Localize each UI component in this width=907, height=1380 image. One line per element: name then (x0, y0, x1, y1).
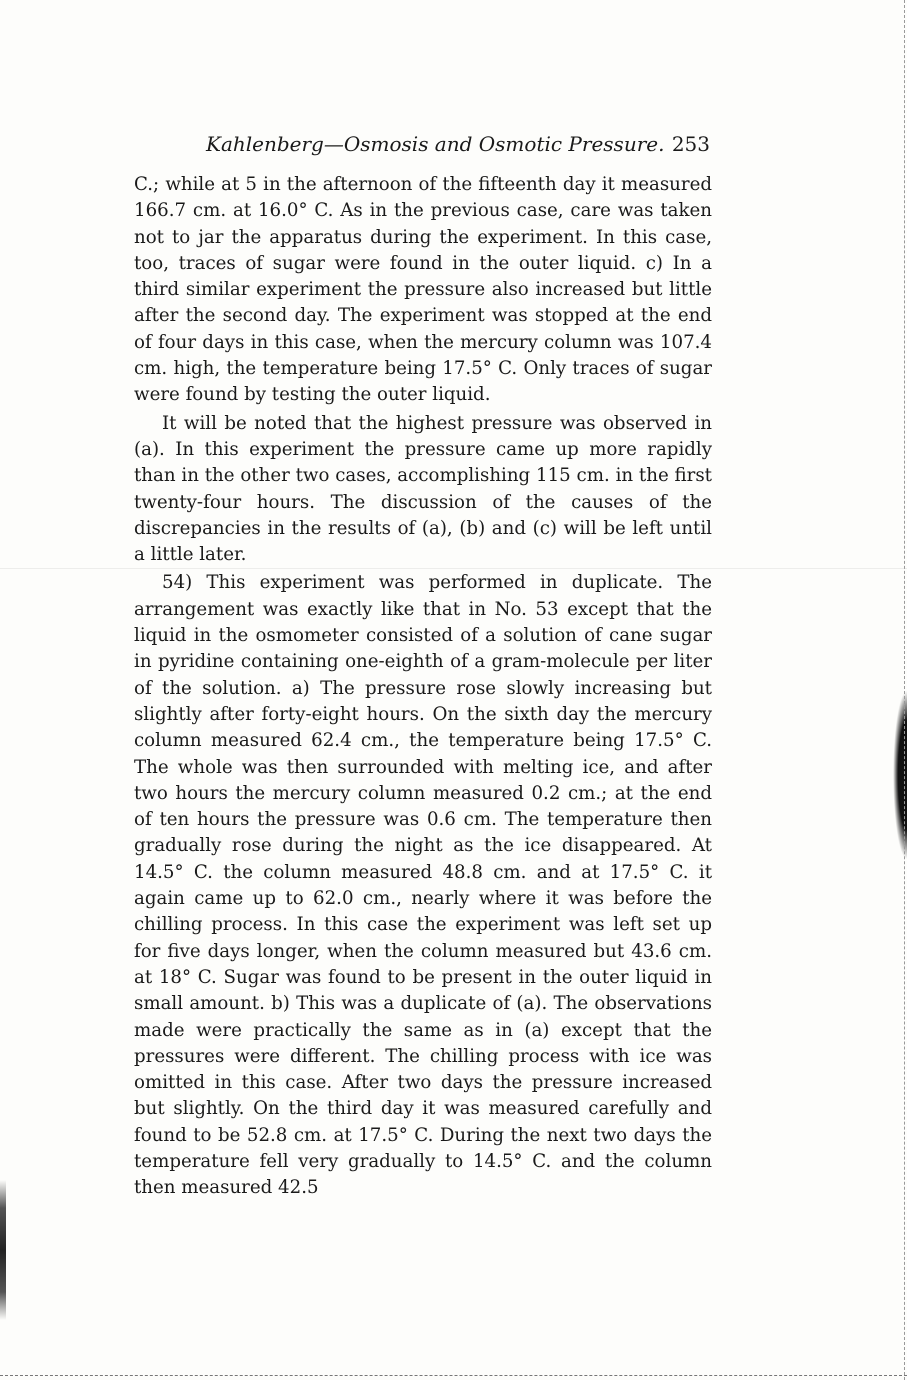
paragraph-discussion: It will be noted that the highest pressure was observed in (a). In this experiment the pressure came up more rapidly than in the other two cases, accomplishing 115 cm. in the first twenty-four hours. The discussion of the causes of the discrepancies in the results of (a), (b) and (c) will be left until a little later. (134, 412, 712, 566)
page-edge-right (903, 0, 905, 1380)
page-header (134, 128, 714, 158)
page-edge-bottom (0, 1374, 907, 1376)
body-text (134, 172, 712, 1202)
paragraph-continuation: C.; while at 5 in the afternoon of the fifteenth day it measured 166.7 cm. at 16.0° C. As in the previous case, care was taken not to jar the apparatus during the experiment. In this case, too, traces of sugar were found in the outer liquid. c) In a third similar experiment the pressure also increased but little after the second day. The experiment was stopped at the end of four days in this case, when the mercury column was 107.4 cm. high, the temperature being 17.5° C. Only traces of sugar were found by testing the outer liquid. (134, 174, 712, 406)
scan-fold-line (0, 568, 907, 569)
binding-shadow-left (0, 1180, 6, 1320)
running-title: Kahlenberg—Osmosis and Osmotic Pressure. (206, 132, 665, 156)
paragraph-experiment-54: 54) This experiment was performed in duplicate. The arrangement was exactly like that in No. 53 except that the liquid in the osmometer consisted of a solution of cane sugar in pyridine containing one-eighth of a gram-molecule per liter of the solution. a) The pressure rose slowly increasing but slightly after forty-eight hours. On the sixth day the mercury column measured 62.4 cm., the temperature being 17.5° C. The whole was then surrounded with melting ice, and after two hours the mercury column measured 0.2 cm.; at the end of ten hours the pressure was 0.6 cm. The temperature then gradually rose during the night as the ice disappeared. At 14.5° C. the column measured 48.8 cm. and at 17.5° C. it again came up to 62.0 cm., nearly where it was before the chilling process. In this case the experiment was left set up for five days longer, when the column measured but 43.6 cm. at 18° C. Sugar was found to be present in the outer liquid in small amount. b) This was a duplicate of (a). The observations made were practically the same as in (a) except that the pressures were different. The chilling process with ice was omitted in this case. After two days the pressure increased but slightly. On the third day it was measured carefully and found to be 52.8 cm. at 17.5° C. During the next two days the temperature fell very gradually to 14.5° C. and the column then measured 42.5 (134, 572, 712, 1199)
page-number: 253 (671, 132, 710, 156)
